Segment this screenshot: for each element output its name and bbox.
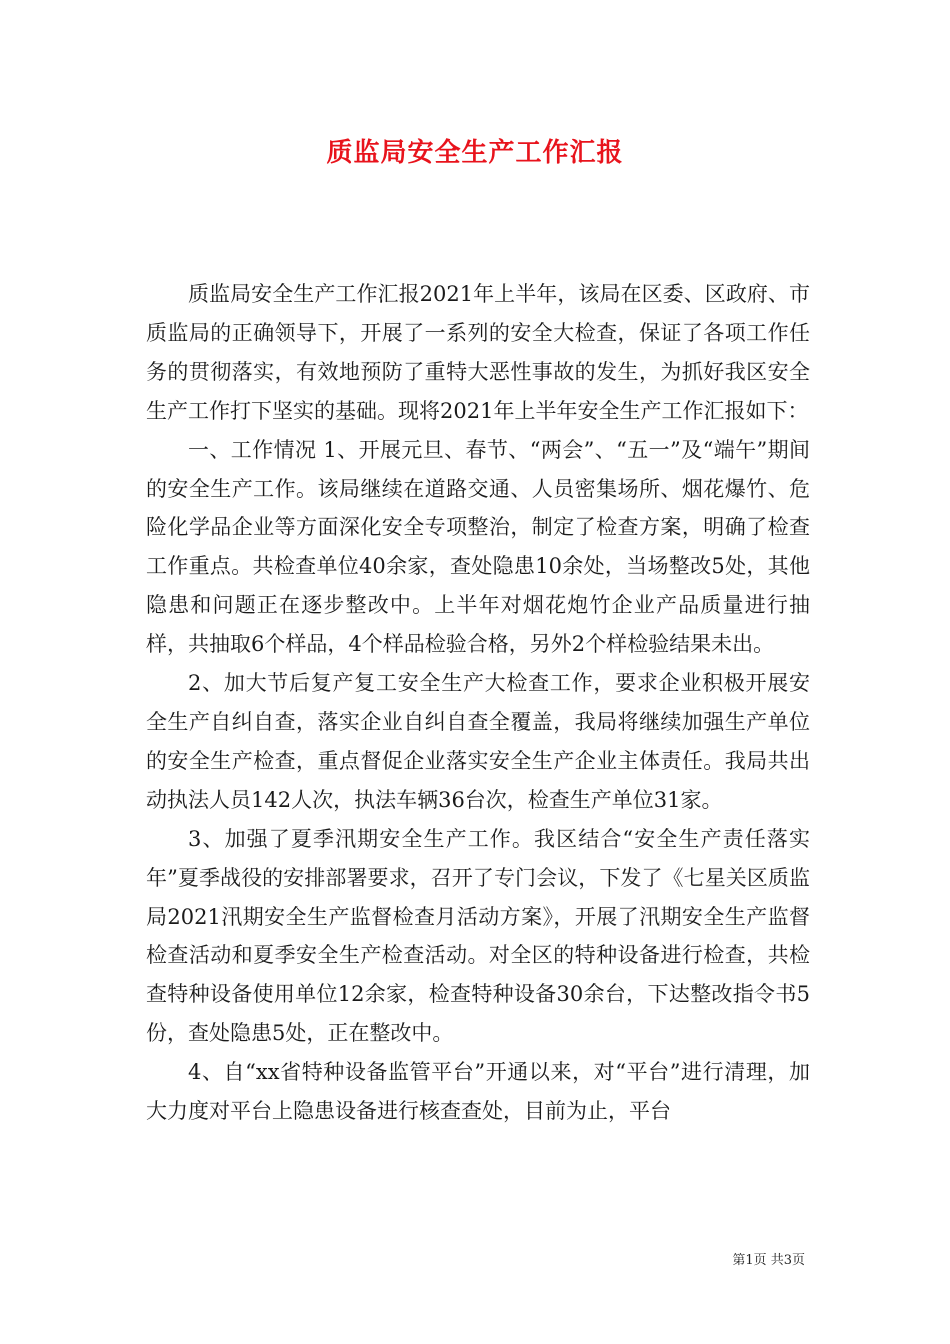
- paragraph-section-4: 4、自“xx省特种设备监管平台”开通以来，对“平台”进行清理，加大力度对平台上隐患设备进行核查查处，目前为止，平台: [146, 1060, 810, 1124]
- document-title: 质监局安全生产工作汇报: [326, 138, 624, 168]
- paragraph-intro: 质监局安全生产工作汇报2021年上半年，该局在区委、区政府、市质监局的正确领导下，开展了一系列的安全大检查，保证了各项工作任务的贯彻落实，有效地预防了重特大恶性事故的发生，为抓好我区安全生产工作打下坚实的基础。现将2021年上半年安全生产工作汇报如下：: [146, 282, 810, 423]
- document-body: [146, 275, 810, 1131]
- page-number-footer: 第1页 共3页: [732, 1253, 805, 1268]
- paragraph-section-3: 3、加强了夏季汛期安全生产工作。我区结合“安全生产责任落实年”夏季战役的安排部署要求，召开了专门会议，下发了《七星关区质监局2021汛期安全生产监督检查月活动方案》，开展了汛期安全生产监督检查活动和夏季安全生产检查活动。对全区的特种设备进行检查，共检查特种设备使用单位12余家，检查特种设备30余台，下达整改指令书5份，查处隐患5处，正在整改中。: [146, 826, 810, 1046]
- paragraph-section-1: 一、工作情况 1、开展元旦、春节、“两会”、“五一”及“端午”期间的安全生产工作。该局继续在道路交通、人员密集场所、烟花爆竹、危险化学品企业等方面深化安全专项整治，制定了检查方案，明确了检查工作重点。共检查单位40余家，查处隐患10余处，当场整改5处，其他隐患和问题正在逐步整改中。上半年对烟花炮竹企业产品质量进行抽样，共抽取6个样品，4个样品检验合格，另外2个样检验结果未出。: [146, 437, 810, 657]
- paragraph-section-2: 2、加大节后复产复工安全生产大检查工作，要求企业积极开展安全生产自纠自查，落实企业自纠自查全覆盖，我局将继续加强生产单位的安全生产检查，重点督促企业落实安全生产企业主体责任。我局共出动执法人员142人次，执法车辆36台次，检查生产单位31家。: [146, 671, 810, 812]
